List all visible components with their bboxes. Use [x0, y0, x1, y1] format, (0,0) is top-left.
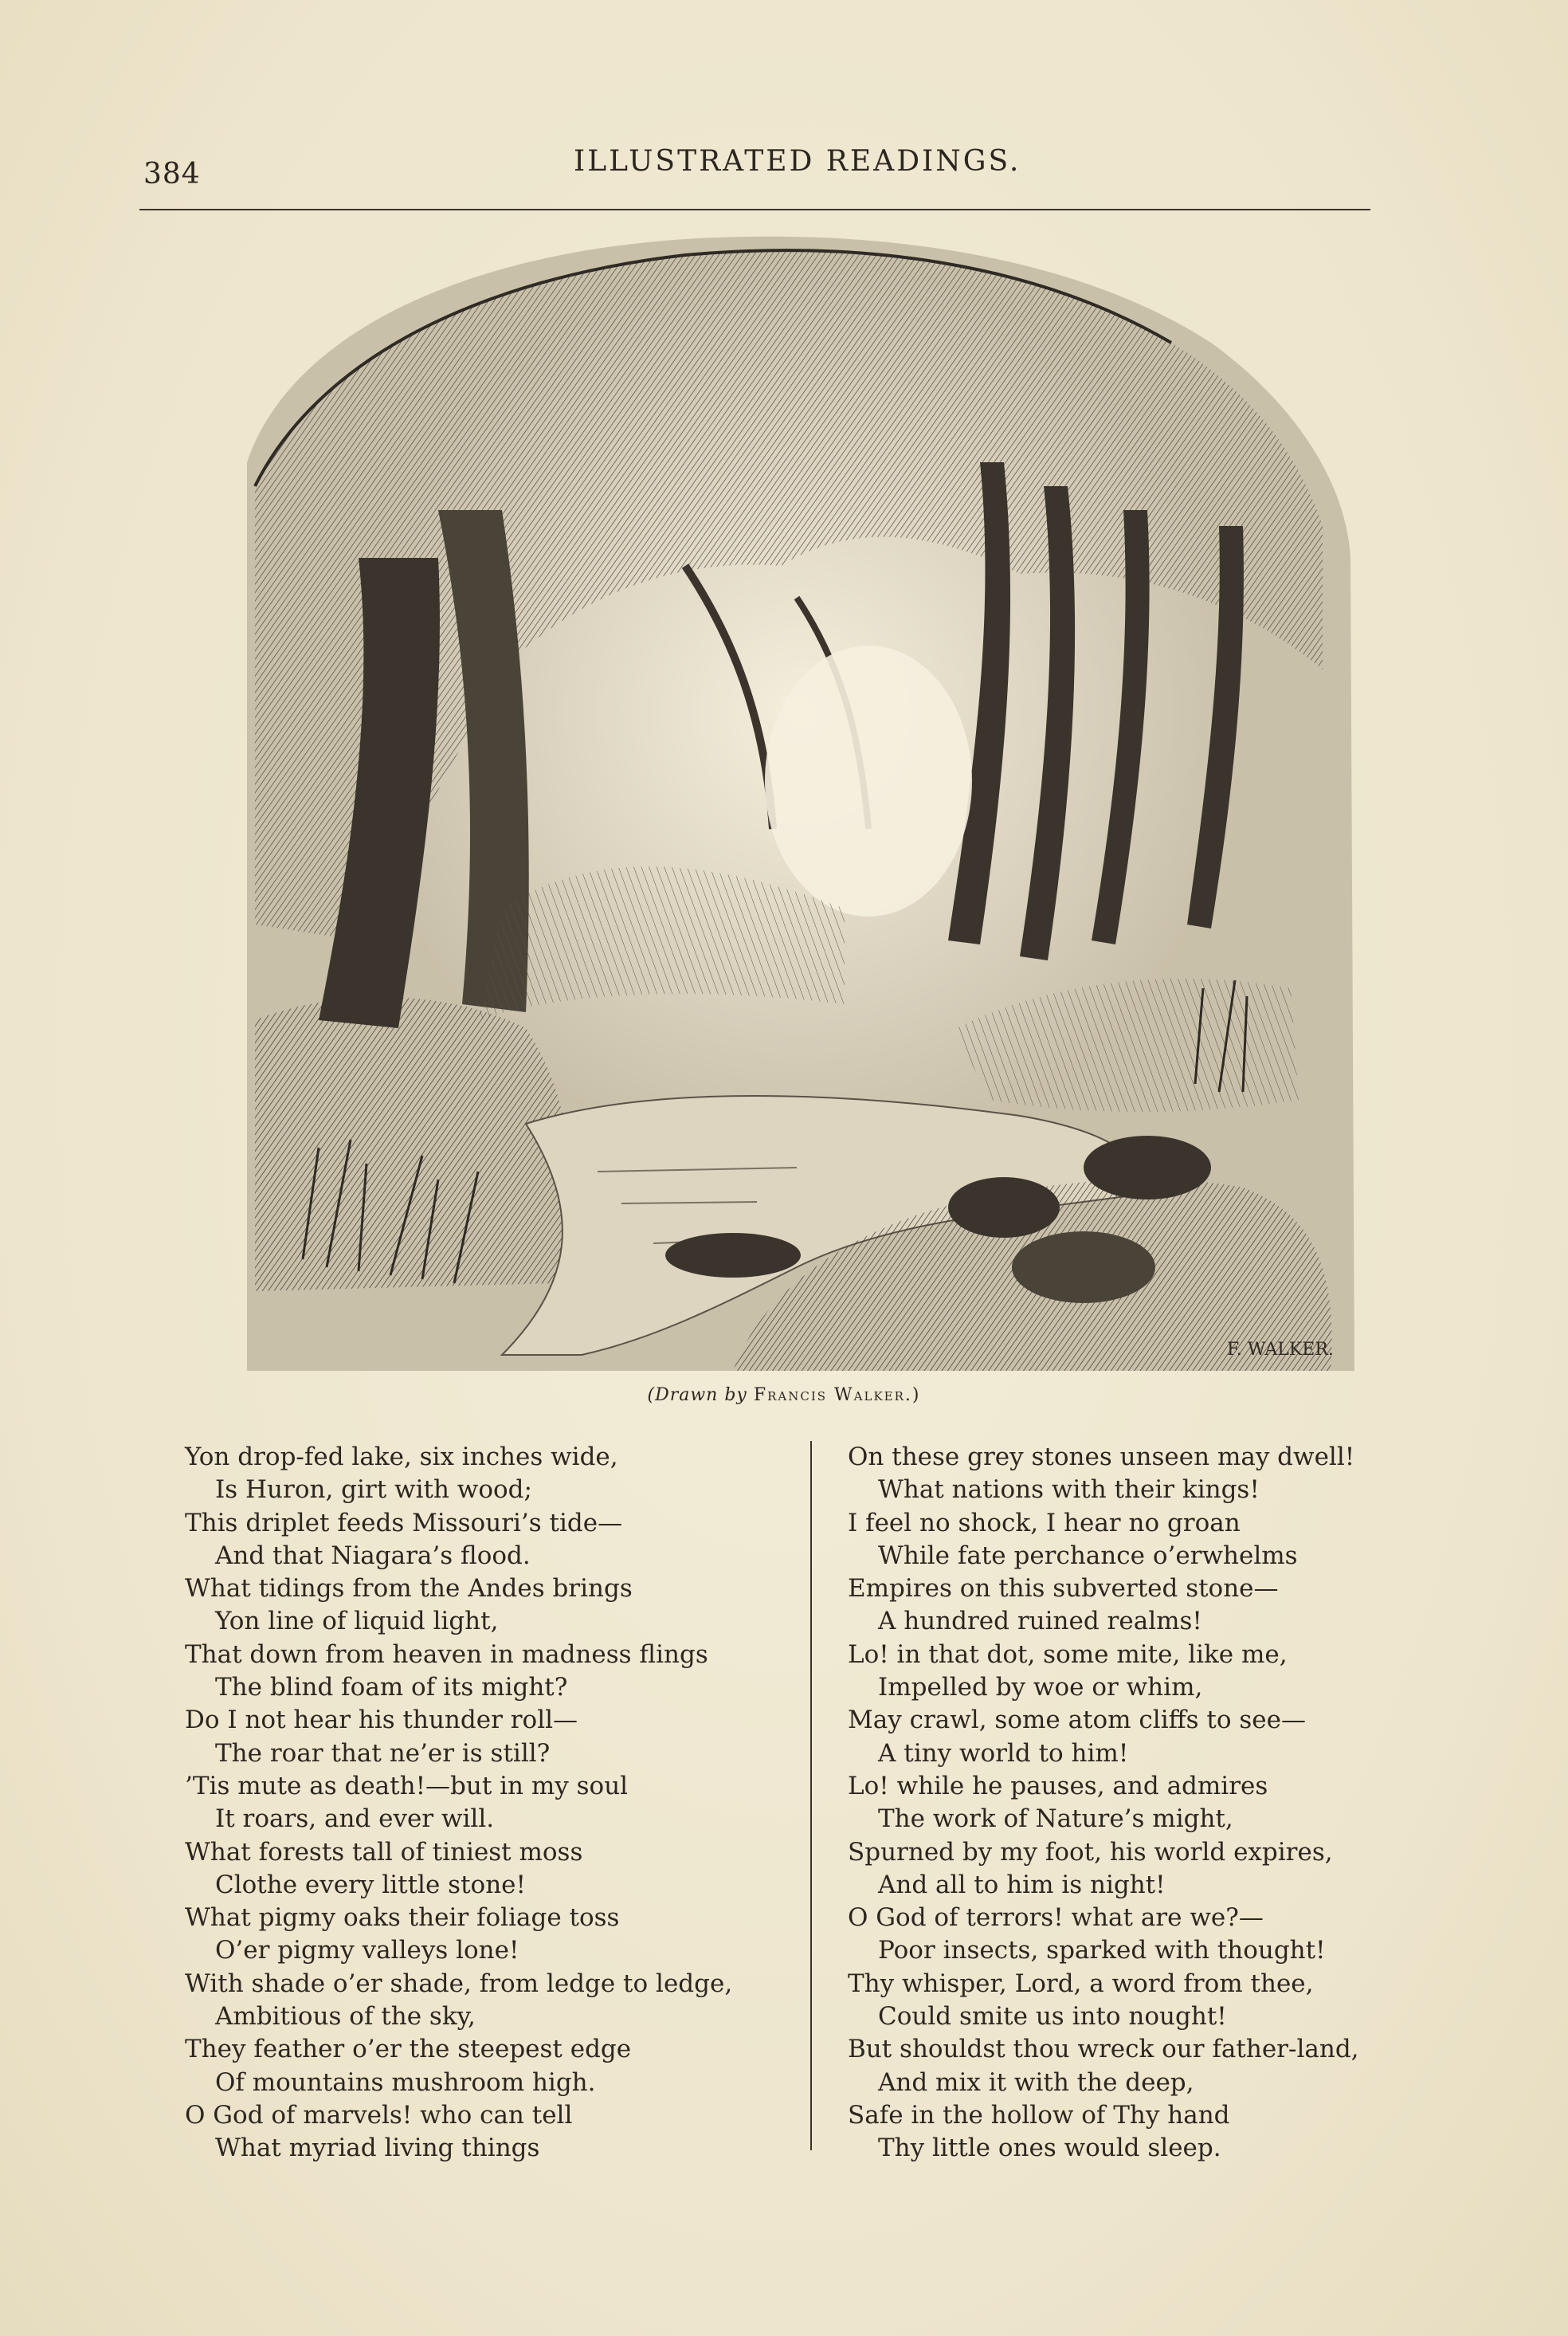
poem-line: The blind foam of its might? — [215, 1673, 568, 1702]
page-number: 384 — [143, 158, 201, 190]
poem-line: Poor insects, sparked with thought! — [878, 1936, 1326, 1965]
poem-left-column — [185, 1441, 790, 2165]
poem-line: Could smite us into nought! — [878, 2002, 1227, 2032]
poem-line: It roars, and ever will. — [215, 1804, 495, 1834]
poem-line: May crawl, some atom cliffs to see— — [848, 1706, 1306, 1735]
poem-line: The work of Nature’s might, — [878, 1804, 1233, 1834]
running-title: ILLUSTRATED READINGS. — [574, 145, 1021, 178]
poem-line: Yon line of liquid light, — [215, 1607, 499, 1636]
poem-line: O’er pigmy valleys lone! — [215, 1936, 519, 1965]
poem-line: And mix it with the deep, — [878, 2067, 1194, 2097]
poem-line: What nations with their kings! — [878, 1475, 1260, 1505]
poem-line: I feel no shock, I hear no groan — [848, 1508, 1241, 1537]
poem-line: With shade o’er shade, from ledge to ledge, — [185, 1969, 733, 1998]
poem-line: What pigmy oaks their foliage toss — [185, 1903, 620, 1933]
poem-line: But shouldst thou wreck our father-land, — [848, 2035, 1359, 2064]
poem-line: Lo! while he pauses, and admires — [848, 1771, 1268, 1800]
poem-line: A tiny world to him! — [878, 1738, 1129, 1768]
poem-line: A hundred ruined realms! — [878, 1607, 1202, 1636]
poem-line: What tidings from the Andes brings — [185, 1574, 633, 1604]
poem-line: Impelled by woe or whim, — [878, 1673, 1203, 1702]
poem-line: And that Niagara’s flood. — [215, 1541, 531, 1570]
poem-right-column — [848, 1441, 1405, 2165]
poem-line: What forests tall of tiniest moss — [185, 1837, 583, 1867]
woodland-stream-engraving — [239, 223, 1362, 1383]
poem-line: ’Tis mute as death!—but in my soul — [185, 1771, 629, 1800]
poem-line: On these grey stones unseen may dwell! — [848, 1443, 1355, 1471]
poem-line: O God of marvels! who can tell — [185, 2100, 573, 2130]
header-rule — [139, 209, 1370, 210]
poem-line: This driplet feeds Missouri’s tide— — [185, 1508, 623, 1537]
illustration-caption — [0, 1385, 1568, 1405]
caption-artist: Francis Walker.) — [753, 1385, 921, 1405]
poem-line: Thy whisper, Lord, a word from thee, — [848, 1969, 1314, 1998]
poem-line: Thy little ones would sleep. — [878, 2134, 1221, 2163]
poem-line: Clothe every little stone! — [215, 1870, 526, 1899]
poem-line: That down from heaven in madness flings — [185, 1639, 708, 1669]
poem-line: Safe in the hollow of Thy hand — [848, 2100, 1230, 2130]
poem-line: And all to him is night! — [878, 1870, 1166, 1899]
poem-line: Is Huron, girt with wood; — [215, 1475, 532, 1505]
poem-line: What myriad living things — [215, 2134, 540, 2163]
poem-line: Of mountains mushroom high. — [215, 2067, 596, 2097]
artist-signature: F. WALKER. — [1227, 1340, 1334, 1360]
poem-line: Yon drop-fed lake, six inches wide, — [185, 1443, 618, 1471]
poem-line: O God of terrors! what are we?— — [848, 1903, 1264, 1933]
poem-line: The roar that ne’er is still? — [215, 1738, 551, 1768]
poem-line: They feather o’er the steepest edge — [185, 2035, 632, 2064]
poem-line: Ambitious of the sky, — [215, 2002, 476, 2032]
poem-line: While fate perchance o’erwhelms — [878, 1541, 1298, 1570]
poem-line: Do I not hear his thunder roll— — [185, 1706, 578, 1735]
caption-drawn-by: (Drawn by — [647, 1385, 747, 1405]
poem-line: Spurned by my foot, his world expires, — [848, 1837, 1333, 1867]
poem-line: Lo! in that dot, some mite, like me, — [848, 1639, 1288, 1669]
poem-line: Empires on this subverted stone— — [848, 1574, 1279, 1604]
column-divider — [810, 1441, 812, 2150]
